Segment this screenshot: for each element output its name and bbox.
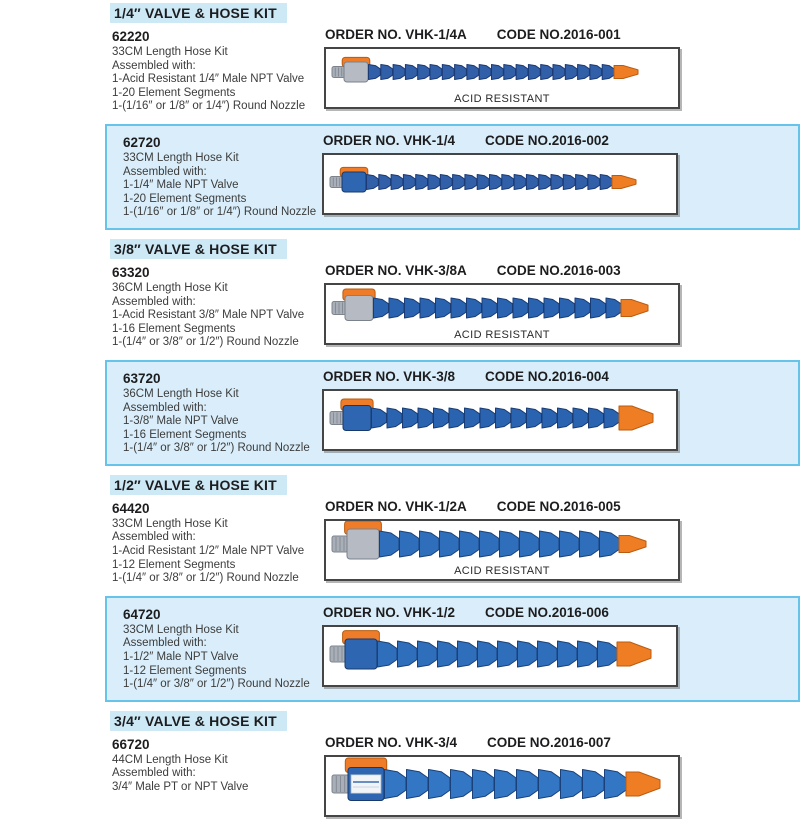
product-info (112, 499, 324, 586)
order-line (325, 263, 682, 278)
order-no: ORDER NO. VHK-1/2 (323, 604, 456, 620)
order-no: ORDER NO. VHK-1/4 (323, 132, 456, 148)
acid-resistant-label: ACID RESISTANT (454, 93, 550, 105)
product-media (324, 27, 682, 109)
description-line: 1-(1/4″ or 3/8″ or 1/2″) Round Nozzle (123, 678, 310, 691)
description-line: 1-20 Element Segments (123, 192, 247, 205)
description-line: 1-1/2″ Male NPT Valve (123, 651, 239, 664)
product-row (105, 261, 800, 356)
order-no: ORDER NO. VHK-1/2A (325, 498, 467, 514)
hose-kit-image (324, 627, 676, 685)
product-row (105, 25, 800, 120)
code-no: CODE NO.2016-003 (496, 262, 621, 278)
product-description (123, 624, 322, 692)
description-line: 33CM Length Hose Kit (112, 46, 228, 58)
description-line: 1-Acid Resistant 1/2″ Male NPT Valve (112, 545, 305, 558)
description-line: 1-Acid Resistant 3/8″ Male NPT Valve (112, 309, 305, 322)
section-products (105, 497, 800, 702)
product-sku: 64420 (112, 500, 150, 516)
product-media (322, 133, 680, 215)
product-image-box (324, 283, 680, 345)
product-media (322, 605, 680, 687)
section-products (105, 733, 800, 823)
section-products (105, 261, 800, 466)
product-info (112, 27, 324, 114)
product-description (112, 46, 324, 114)
description-line: 1-16 Element Segments (112, 322, 236, 335)
description-line: Assembled with: (112, 531, 196, 544)
product-sku: 62720 (123, 134, 161, 150)
section (105, 710, 800, 823)
description-line: 1-12 Element Segments (123, 664, 247, 677)
description-line: 1-(1/4″ or 3/8″ or 1/2″) Round Nozzle (123, 442, 310, 455)
code-no: CODE NO.2016-007 (487, 734, 611, 750)
description-line: 33CM Length Hose Kit (123, 151, 239, 164)
product-row (105, 124, 800, 230)
order-no: ORDER NO. VHK-3/8 (323, 368, 456, 384)
description-line: 1-12 Element Segments (112, 558, 236, 571)
order-line (325, 27, 682, 42)
description-line: Assembled with: (112, 767, 196, 780)
product-row (105, 497, 800, 592)
product-description (112, 518, 324, 586)
product-image-box (324, 755, 680, 817)
product-sku: 64720 (123, 606, 161, 622)
description-line: 1-3/8″ Male NPT Valve (123, 415, 239, 428)
product-row (105, 733, 800, 823)
hose-kit-image (326, 757, 678, 815)
order-no: ORDER NO. VHK-3/8A (325, 262, 467, 278)
product-media (324, 263, 682, 345)
product-info (112, 735, 324, 795)
product-description (123, 388, 322, 456)
product-media (322, 369, 680, 451)
order-line (323, 133, 680, 148)
description-line: 1-1/4″ Male NPT Valve (123, 179, 239, 192)
product-description (123, 152, 322, 220)
description-line: Assembled with: (123, 401, 207, 414)
description-line: 3/4″ Male PT or NPT Valve (112, 781, 249, 793)
order-line (325, 735, 682, 750)
hose-kit-image (324, 155, 676, 213)
description-line: 1-20 Element Segments (112, 86, 236, 99)
description-line: 1-(1/16″ or 1/8″ or 1/4″) Round Nozzle (123, 206, 317, 219)
product-image-box (324, 519, 680, 581)
product-image-box (322, 625, 678, 687)
product-sku: 62220 (112, 29, 150, 44)
description-line: Assembled with: (123, 637, 207, 650)
description-line: 1-(1/4″ or 3/8″ or 1/2″) Round Nozzle (112, 336, 299, 349)
product-description (112, 754, 324, 795)
code-no: CODE NO.2016-001 (496, 27, 621, 42)
order-no: ORDER NO. VHK-1/4A (325, 27, 467, 42)
description-line: 36CM Length Hose Kit (112, 281, 228, 294)
section-heading: 1/2″ VALVE & HOSE KIT (110, 475, 287, 495)
section (105, 474, 800, 702)
product-sku: 63320 (112, 264, 150, 280)
acid-resistant-label: ACID RESISTANT (454, 328, 550, 341)
product-info (123, 133, 322, 220)
product-row (105, 596, 800, 702)
section (105, 238, 800, 466)
description-line: 1-16 Element Segments (123, 428, 247, 441)
description-line: Assembled with: (112, 295, 196, 308)
order-line (323, 605, 680, 620)
description-line: 36CM Length Hose Kit (123, 387, 239, 400)
description-line: 33CM Length Hose Kit (123, 623, 239, 636)
description-line: 1-(1/4″ or 3/8″ or 1/2″) Round Nozzle (112, 572, 299, 585)
description-line: 33CM Length Hose Kit (112, 517, 228, 530)
description-line: Assembled with: (123, 165, 207, 178)
code-no: CODE NO.2016-006 (485, 604, 609, 620)
order-line (323, 369, 680, 384)
order-line (325, 499, 682, 514)
product-description (112, 282, 324, 350)
section-heading: 1/4″ VALVE & HOSE KIT (110, 3, 287, 23)
acid-resistant-label: ACID RESISTANT (454, 564, 550, 577)
product-media (324, 499, 682, 581)
description-line: Assembled with: (112, 59, 196, 72)
product-sku: 66720 (112, 736, 150, 752)
product-image-box (322, 153, 678, 215)
code-no: CODE NO.2016-004 (485, 368, 609, 384)
section-products (105, 25, 800, 230)
section (105, 2, 800, 230)
code-no: CODE NO.2016-002 (485, 132, 609, 148)
product-image-box (324, 47, 680, 109)
description-line: 1-(1/16″ or 1/8″ or 1/4″) Round Nozzle (112, 100, 306, 113)
product-row (105, 360, 800, 466)
product-info (123, 605, 322, 692)
code-no: CODE NO.2016-005 (496, 498, 621, 514)
product-image-box (322, 389, 678, 451)
description-line: 1-Acid Resistant 1/4″ Male NPT Valve (112, 73, 305, 86)
product-sku: 63720 (123, 370, 161, 386)
product-info (112, 263, 324, 350)
description-line: 44CM Length Hose Kit (112, 753, 228, 766)
hose-kit-image (324, 391, 676, 449)
product-media (324, 735, 682, 817)
section-heading: 3/4″ VALVE & HOSE KIT (110, 711, 287, 731)
product-info (123, 369, 322, 456)
order-no: ORDER NO. VHK-3/4 (325, 734, 458, 750)
section-heading: 3/8″ VALVE & HOSE KIT (110, 239, 287, 259)
